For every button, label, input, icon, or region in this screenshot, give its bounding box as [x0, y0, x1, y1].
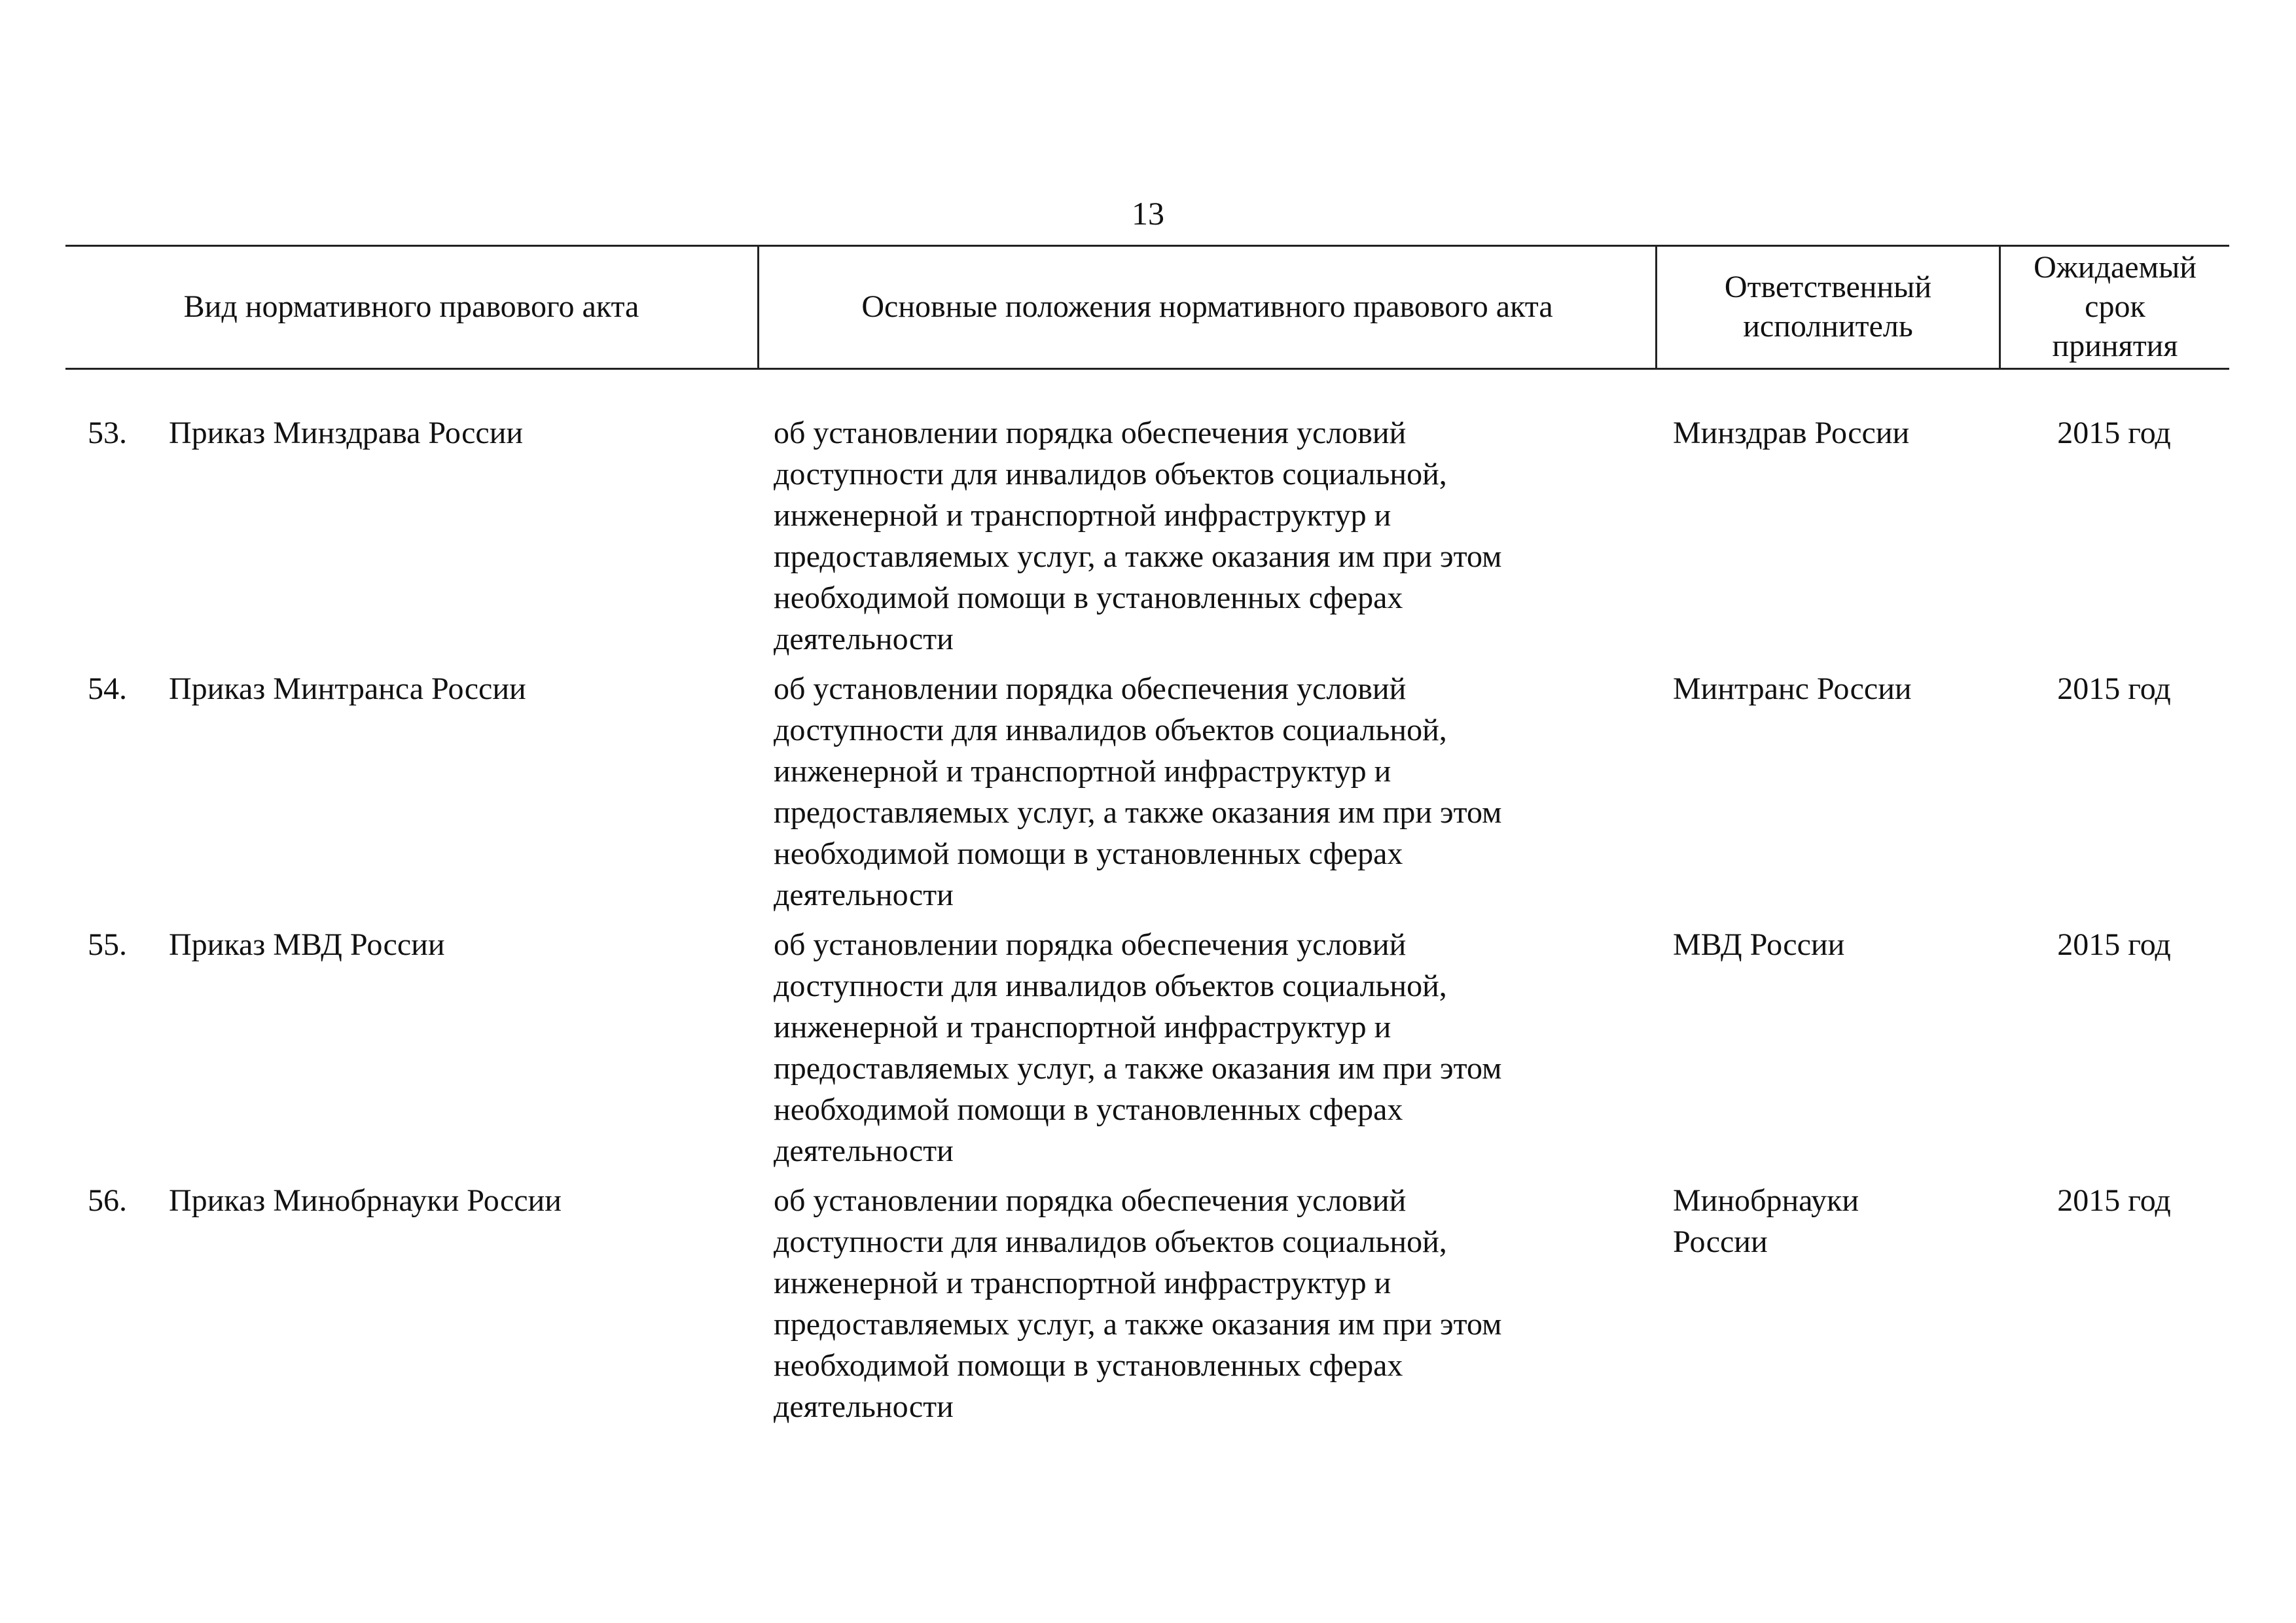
row-number: 53. [88, 416, 127, 450]
responsible-executor: Минтранс России [1673, 671, 1912, 706]
act-description: об установлении порядка обеспечения условий доступности для инвалидов объектов социальной, инженерной и транспортной инфраструктур и предоставляемых услуг, а также оказания им при этом необходимой помощи в установленных сферах деятельности [774, 416, 1502, 656]
expected-term: 2015 год [2057, 416, 2171, 450]
table-header-bottom-rule [65, 368, 2229, 370]
act-type: Приказ МВД России [169, 927, 445, 962]
expected-term: 2015 год [2057, 927, 2171, 962]
responsible-executor: Минздрав России [1673, 416, 1910, 450]
expected-term: 2015 год [2057, 1183, 2171, 1218]
responsible-executor: МВД России [1673, 927, 1845, 962]
responsible-executor: Минобрнауки России [1673, 1183, 1859, 1259]
act-description: об установлении порядка обеспечения условий доступности для инвалидов объектов социальной, инженерной и транспортной инфраструктур и предоставляемых услуг, а также оказания им при этом необходимой помощи в установленных сферах деятельности [774, 671, 1502, 912]
header-act-type: Вид нормативного правового акта [183, 289, 639, 324]
act-type: Приказ Минтранса России [169, 671, 526, 706]
act-type: Приказ Минздрава России [169, 416, 524, 450]
header-expected-term: Ожидаемый срок принятия [2034, 250, 2197, 363]
row-number: 56. [88, 1183, 127, 1218]
expected-term: 2015 год [2057, 671, 2171, 706]
header-responsible: Ответственный исполнитель [1724, 270, 1932, 344]
header-main-provisions: Основные положения нормативного правового акта [861, 289, 1553, 324]
row-number: 55. [88, 927, 127, 962]
page-number: 13 [1132, 195, 1164, 232]
act-description: об установлении порядка обеспечения условий доступности для инвалидов объектов социальной, инженерной и транспортной инфраструктур и предоставляемых услуг, а также оказания им при этом необходимой помощи в установленных сферах деятельности [774, 1183, 1502, 1424]
row-number: 54. [88, 671, 127, 706]
act-description: об установлении порядка обеспечения условий доступности для инвалидов объектов социальной, инженерной и транспортной инфраструктур и предоставляемых услуг, а также оказания им при этом необходимой помощи в установленных сферах деятельности [774, 927, 1502, 1168]
act-type: Приказ Минобрнауки России [169, 1183, 562, 1218]
